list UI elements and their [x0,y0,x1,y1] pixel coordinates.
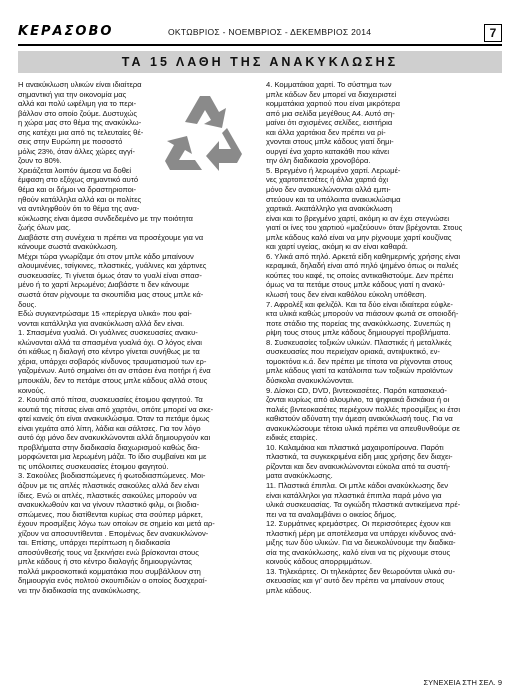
page-number: 7 [484,24,502,42]
right-column [266,80,502,596]
article-title: ΤΑ 15 ΛΑΘΗ ΤΗΣ ΑΝΑΚΥΚΛΩΣΗΣ [121,55,399,69]
header-rule [18,44,502,46]
continued-note: ΣΥΝΕΧΕΙΑ ΣΤΗ ΣΕΛ. 9 [423,678,502,687]
article-title-bar [18,51,502,73]
recycle-icon [152,84,258,184]
newspaper-logo: ΚΕΡΑΣΟΒΟ [18,24,114,39]
issue-date: ΟΚΤΩΒΡΙΟΣ - ΝΟΕΜΒΡΙΟΣ - ΔΕΚΕΜΒΡΙΟΣ 2014 [168,27,372,37]
page-header [18,24,502,44]
left-column-text: Η ανακύκλωση υλικών είναι ιδιαίτερα σημαντική για την οικονομία μας αλλά και πολύ ωφέλιμη για το περι- βάλλον στο οποίο ζούμε. Δυστυχώς η χώρα μας στο θέμα της ανακύκλω- σης κατέχει μια από τις τελευταίες θέ- σεις στην Ευρώπη με ποσοστό μόλις 23%, όταν άλλες χώρες αγγί- ζουν το 80%. Χρειάζεται λοιπόν άμεσα να δοθεί έμφαση στο εξόχως σημαντικό αυτό θέμα και οι δήμοι να δραστηριοποι- ηθούν κατάλληλα αλλά και οι πολίτες να αντιληφθούν ότι το θέμα της ανα- κύκλωσης είναι άμεσα συνδεδεμένο με την ποιότητα ζωής όλων μας. Διαβάστε στη συνέχεια τι πρέπει να προσέχουμε για να κάνουμε σωστά ανακύκλωση. Μέχρι τώρα γνωρίζαμε ότι στον μπλε κάδο μπαίνουν αλουμινένιες, τσίγκινες, πλαστικές, γυάλινες και χάρτινες συσκευασίες. Τι γίνεται όμως όταν το γυαλί είναι σπασ- μένο ή το χαρτί λερωμένο; Διαβάστε τι δεν κάνουμε σωστά όταν ρίχνουμε τα σκουπίδια μας στους μπλε κά- δους. Εδώ συγκεντρώσαμε 15 «περίεργα υλικά» που φαί- νονται κατάλληλα για ανακύκλωση αλλά δεν είναι. 1. Σπασμένα γυαλιά. Οι γυάλινες συσκευασίες ανακυ- κλώνονται αλλά τα σπασμένα γυαλιά όχι. Ο λόγος είναι ότι κάθως η διαλογή στο κέντρο γίνεται συνήθως με τα χέρια, υπάρχει σοβαρός κίνδυνος τραυματισμού των ερ- γαζομένων. Αυτό σημαίνει ότι αν σπάσει ένα ποτήρι ή ένα μπουκάλι, δεν το πετάμε στους μπλε κάδους αλλά στους κοινούς. 2. Κουτιά από πίτσα, συσκευασίες έτοιμου φαγητού. Τα κουτιά της πίτσας είναι από χαρτόνι, οπότε μπορεί να σκε- φτεί κανείς ότι είναι ανακυκλώσιμα. Όταν τα πετάμε όμως είναι γεμάτα από λίπη, λάδια και σάλτσες. Για τον λόγο αυτό όχι μόνο δεν ανακυκλώνονται αλλά δημιουργούν και προβλήματα στην διαδικασία διαχωρισμού καθώς δια- μορφώνεται μια λερωμένη μάζα. Το ίδιο συμβαίνει και με τις υπόλοιπες συσκευασίες έτοιμου φαγητού. 3. Σακούλες βιοδιασπώμενες ή φωτοδιασπώμενες. Μοι- άζουν με τις απλές πλαστικές σακούλες αλλά δεν είναι ίδιες. Ενώ οι απλές, πλαστικές σακούλες μπορούν να ανακυκλωθούν και να γίνουν πλαστικό φιλμ, οι βιοδια- σπώμενες, που διατίθενται κυρίως στα σούπερ μάρκετ, έχουν προσμίξεις λόγω των οποίων σε σημείο και μετά αρ- χίζουν να αποσυντίθενται . Επομένως δεν ανακυκλώνον- ται. Επίσης, υπάρχει περίπτωση η διαδικασία αποσύνθεσής τους να ξεκινήσει ενώ βρίσκονται στους μπλε κάδους ή στο κέντρο διαλογής δημιουργώντας πολλά μικροσκοπικά κομματάκια που συμβάλλουν στη δημιουργία ενός πολτού σκουπιδιών ο οποίος δυσχεραί- νει την διαδικασία της ανακύκλωσης. [18,80,215,595]
right-column-text: 4. Κομματάκια χαρτί. Το σύστημα των μπλε κάδων δεν μπορεί να διαχειριστεί κομματάκια χαρτιού που είναι μικρότερα από μια σελίδα μεγέθους Α4. Αυτό ση- μαίνει ότι σχισμένες σελίδες, εισιτήρια και άλλα χαρτάκια δεν πρέπει να ρί- χνονται στους μπλε κάδους γιατί δημι- ουργεί ένα χαρτο κατακάθι που κάνει την όλη διαδικασία χρονοβόρα. 5. Βρεγμένο ή λερωμένο χαρτί. Λερωμέ- νες χαρτοπετσέτες ή άλλα χαρτιά όχι μόνο δεν ανακυκλώνονται αλλά εμπι- στεύουν και τα υπόλοιπα ανακυκλώσιμα χαρτικά. Ακατάλληλο για ανακύκλωση είναι και το βρεγμένο χαρτί, ακόμη κι αν έχει στεγνώσει γιατί οι ίνες του χαρτιού «μαζεύουν» όταν βρέχονται. Στους μπλε κάδους καλό είναι να μην ρίχνουμε χαρτί κουζίνας και χαρτί υγείας, ακόμη κι αν είναι καθαρά. 6. Υλικά από πηλό. Αρκετά είδη καθημερινής χρήσης είναι κεραμικά, δηλαδή είναι από πηλό ψημένο όπως οι παλιές κούπες του καφέ, τις οποίες αντικαθιστούμε. Δεν πρέπει όμως να τα πετάμε στους μπλε κάδους γιατί η ανακύ- κλωσή τους δεν είναι καθόλου εύκολη υπόθεση. 7. Αφρολέξ και φελιζόλ. Και τα δύο είναι ιδιαίτερα εύφλε- κτα υλικά καθώς μπορούν να πιάσουν φωτιά σε οποιοδή- ποτε στάδιο της πορείας της ανακύκλωσης. Συνεπώς η ρίψη τους στους μπλε κάδους δημιουργεί προβλήματα. 8. Συσκευασίες τοξικών υλικών. Πλαστικές ή μεταλλικές συσκευασίες που περιείχαν οριακά, αντιψυκτικό, εν- τομοκτόνα κ.ά. δεν πρέπει με τίποτα να ρίχνονται στους μπλε κάδους γιατί τα κατάλοιπα των τοξικών προϊόντων δύσκολα ανακυκλώνονται. 9. Δίσκοι CD, DVD, βιντεοκασέτες. Παρότι κατασκευά- ζονται κυρίως από αλουμίνιο, τα ψηφιακά δισκάκια ή οι παλιές βιντεοκασέτες περιέχουν πολλές προσμίξεις κι έτσι καθιστούν αδύνατη την άμεση ανακύκλωσή τους. Για να ανακυκλώσουμε τέτοια υλικά πρέπει να απευθυνθούμε σε ειδικές εταιρίες. 10. Καλαμάκια και πλαστικά μαχαιροπίρουνα. Παρότι πλαστικά, τα συγκεκριμένα είδη μιας χρήσης δεν διαχει- ρίζονται και δεν ανακυκλώνονται εύκολα από τα συστή- ματα ανακύκλωσης. 11. Πλαστικά έπιπλα. Οι μπλε κάδοι ανακύκλωσης δεν είναι κατάλληλοι για πλαστικά έπιπλα παρά μόνο για υλικά συσκευασίας. Τα ογκώδη πλαστικά αντικείμενα πρέ- πει να τα αναλαμβάνει ο οικείος δήμος. 12. Συρμάτινες κρεμάστρες. Οι περισσότερες έχουν και πλαστική μέρη με αποτέλεσμα να υπάρχει κίνδυνος ανά- μιξης των δύο υλικών. Για να διευκολύνουμε την διαδικα- σία της ανακύκλωσης, καλό είναι να τις ρίχνουμε στους κοινούς κάδους απορριμμάτων. 13. Τηλεκάρτες. Οι τηλεκάρτες δεν θεωρούνται υλικά συ- σκευασίας και γι' αυτό δεν πρέπει να μπαίνουν στους μπλε κάδους. [266,80,463,595]
